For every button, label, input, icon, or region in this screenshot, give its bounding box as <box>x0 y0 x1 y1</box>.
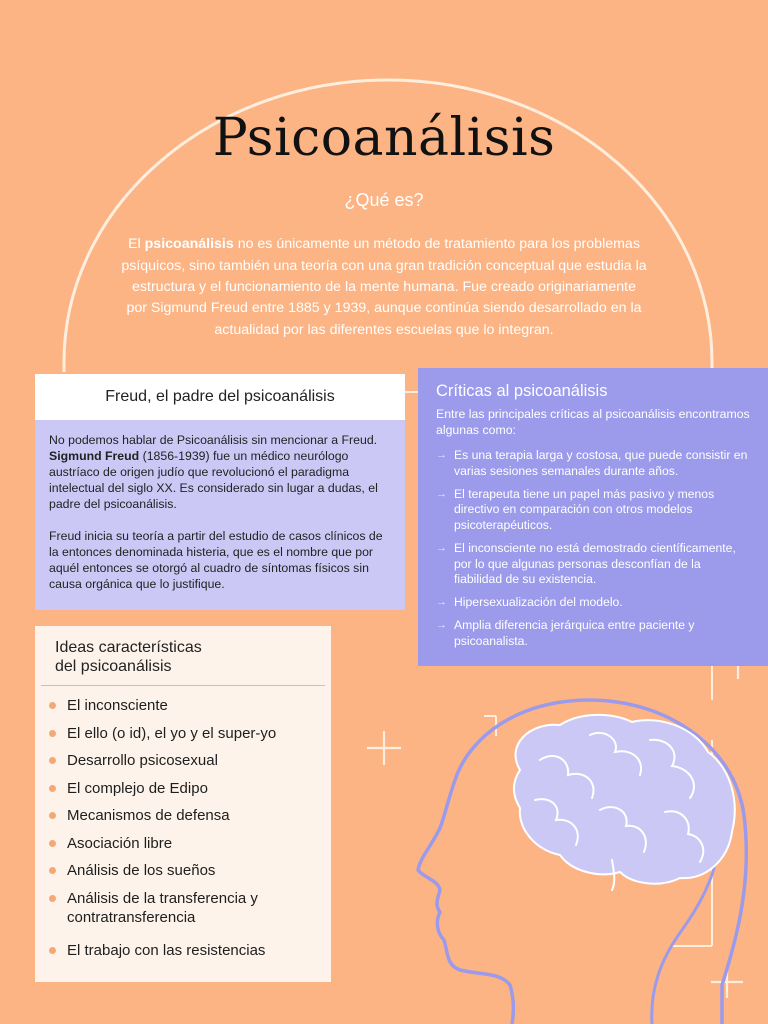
list-item: → Amplia diferencia jerárquica entre paciente y psicoanalista. <box>436 618 695 648</box>
bullet-dot-icon <box>49 757 56 764</box>
list-item: El ello (o id), el yo y el super-yo <box>49 724 325 743</box>
criticisms-lead: Entre las principales críticas al psicoanálisis encontramos algunas como: <box>436 407 750 437</box>
freud-paragraph-1 <box>49 432 391 512</box>
bullet-dot-icon <box>49 895 56 902</box>
arrow-right-icon: → <box>436 487 447 500</box>
bullet-dot-icon <box>49 867 56 874</box>
criticisms-list <box>436 448 750 650</box>
criticisms-heading: Críticas al psicoanálisis <box>436 382 608 400</box>
list-item: Desarrollo psicosexual <box>49 751 325 770</box>
page-title: Psicoanálisis <box>212 108 556 168</box>
list-item: El trabajo con las resistencias <box>49 941 325 960</box>
intro-keyword: psicoanálisis <box>144 236 234 253</box>
ideas-card <box>35 626 331 982</box>
list-item: → Es una terapia larga y costosa, que puede consistir en varias sesiones semanales durante años. <box>436 448 748 478</box>
freud-card-heading: Freud, el padre del psicoanálisis <box>35 374 405 420</box>
list-item: → El terapeuta tiene un papel más pasivo y menos directivo en comparación con otros modelos psicoterapéuticos. <box>436 486 715 532</box>
intro-text-start: El <box>128 236 145 253</box>
bullet-dot-icon <box>49 702 56 709</box>
arrow-right-icon: → <box>436 619 447 632</box>
intro-paragraph <box>120 234 648 341</box>
bullet-dot-icon <box>49 840 56 847</box>
arrow-right-icon: → <box>436 449 447 461</box>
freud-name: Sigmund Freud <box>49 449 140 463</box>
bullet-dot-icon <box>49 730 56 737</box>
list-item: El complejo de Edipo <box>49 779 325 798</box>
arrow-right-icon: → <box>436 541 447 554</box>
plus-sparkle-icon <box>367 731 401 765</box>
list-item: Análisis de los sueños <box>49 861 325 880</box>
freud-p1-start: No podemos hablar de Psicoanálisis sin mencionar a Freud. <box>49 433 378 447</box>
ideas-heading: Ideas características del psicoanálisis <box>55 639 202 675</box>
list-item: Análisis de la transferencia y contratransferencia <box>49 889 325 927</box>
ideas-divider <box>41 685 325 686</box>
bullet-dot-icon <box>49 947 56 954</box>
bullet-dot-icon <box>49 785 56 792</box>
list-item: El inconsciente <box>49 696 325 715</box>
arrow-right-icon: → <box>436 596 447 609</box>
list-item: → Hipersexualización del modelo. <box>436 595 623 610</box>
bullet-dot-icon <box>49 812 56 819</box>
list-item: Asociación libre <box>49 834 325 853</box>
freud-card-body <box>35 420 405 610</box>
freud-p1-rest: (1856-1939) fue un médico neurólogo austríaco de origen judío que revolucionó el paradigma intelectual del siglo XX. Es considerado sin lugar a dudas, el padre del psicoanálisis. <box>49 449 378 511</box>
list-item: → El inconsciente no está demostrado científicamente, por lo que algunas personas desconfían de la fiabilidad de su existencia. <box>436 540 736 587</box>
section-subtitle: ¿Qué es? <box>344 190 424 210</box>
intro-text-rest: no es únicamente un método de tratamiento para los problemas psíquicos, sino también una teoría con una gran tradición conceptual que estudia la estructura y el funcionamiento de la mente humana. Fue creado originariamente por Sigmund Freud entre 1885 y 1939, aunque continúa siendo desarrollado en la actualidad por las diferentes escuelas que lo integran. <box>121 236 647 338</box>
criticisms-card <box>418 368 768 666</box>
ideas-list <box>49 696 325 968</box>
freud-paragraph-2: Freud inicia su teoría a partir del estudio de casos clínicos de la entonces denominada histeria, que es el nombre que por aquél entonces se otorgó al cuadro de síntomas físicos sin causa orgánica que lo justifique. <box>49 529 383 591</box>
list-item: Mecanismos de defensa <box>49 806 325 825</box>
